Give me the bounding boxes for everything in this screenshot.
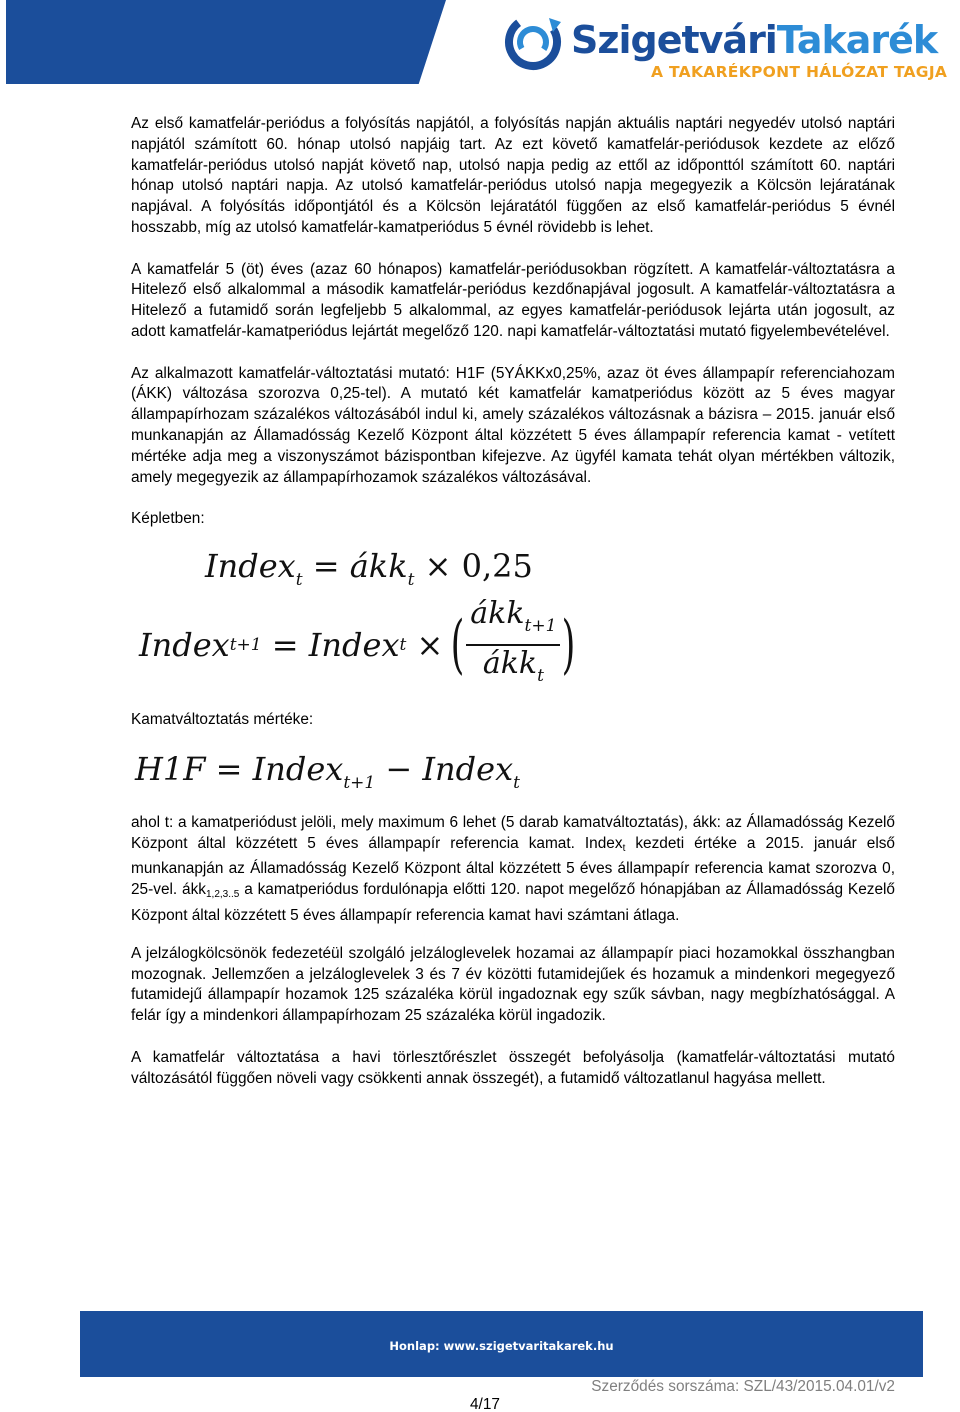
change-label: Kamatváltoztatás mértéke: [131,710,314,728]
header-blue-band [6,0,476,84]
contract-number: Szerződés sorszáma: SZL/43/2015.04.01/v2 [591,1378,895,1395]
paragraph-period-definition: Az első kamatfelár-periódus a folyósítás napjától, a folyósítás napján aktuális naptári negyedév utolsó naptári napjától számított 60. hónap utolsó napjáig tart. Az ezt követő kamatfelár-periódusok kezdete az előző kamatfelár-periódus utolsó napját követő nap, utolsó napja pedig az ettől az időponttól számított 60. naptári hónap utolsó naptári napja. Az utolsó kamatfelár-periódus utolsó napja megegyezik a Kölcsön lejáratának napjával. A folyósítás időpontjától és a Kölcsön lejáratától függően az első kamatfelár-periódus 5 évnél hosszabb, míg az utolsó kamatfelár-kamatperiódus 5 évnél rövidebb is lehet. [131,115,895,236]
formula-index-next: Index t+1 = Index t × ( $\frac{ákk_{t+1}}{ákk_t}$ ) [139,602,895,688]
brand-tagline: A TAKARÉKPONT HÁLÓZAT TAGJA [651,63,948,81]
formula-index: Index$_t$ = ákk$_t$ × 0,25 [205,546,533,590]
paragraph-installment-effect: A kamatfelár változtatása a havi törlesztőrészlet összegét befolyásolja (kamatfelár-változtatási mutató változásától függően növeli vagy csökkenti annak összegét), a futamidő változatlanul hagyása mellett. [131,1048,895,1087]
document-body [131,114,895,1110]
page-header [6,0,954,84]
paragraph-mortgage-bonds: A jelzálogkölcsönök fedezetéül szolgáló jelzáloglevelek hozamai az állampapír piaci hozamokkal összhangban mozognak. Jellemzően a jelzáloglevelek 3 és 7 év közötti futamidejűek és hozamuk a mindenkori megegyező futamidejű állampapír hozamok 125 százaléka körül ingadoznak egy szűk sávban, nagy megbízhatósággal. A felár így a mindenkori állampapírhozam 25 százaléka körül ingadozik. [131,944,895,1025]
formula-label: Képletben: [131,510,205,528]
paragraph-definitions: ahol t: a kamatperiódust jelöli, mely maximum 6 lehet (5 darab kamatváltoztatás), ákk: az Államadósság Kezelő Központ által közzétett 5 éves állampapír referencia kamat. Index$_t$ kezdeti értéke a 2015. január első munkanapján az Államadósság Kezelő Központ által közzétett 5 éves állampapír referencia kamat szorozva 0, 25-vel. ákk$_{1,2,3..5}$ a kamatperiódus fordulónapja előtti 120. napot megelőző hónapjában az Államadósság Kezelő Központ által közzétett 5 éves állampapír referencia kamat havi számtani átlaga. [131,813,895,924]
paragraph-change-indicator: Az alkalmazott kamatfelár-változtatási mutató: H1F (5YÁKKx0,25%, azaz öt éves állampapír referenciahozam (ÁKK) változása szorozva 0,25-tel). A mutató két kamatfelár kamatperiódus között az 5 éves magyar állampapírhozam százalékos változásából indul ki, amely százalékos változásnak a bázisra – 2015. január első munkanapján az Államadósság Kezelő Központ által közzétett 5 éves állampapír referencia kamat - vetített mértéke adja meg a viszonyszámot bázispontban kifejezve. Az ügyfél kamata tehát olyan mértékben változik, amely megegyezik az állampapírhozamok százalékos változásával. [131,364,895,486]
footer-website: Honlap: www.szigetvaritakarek.hu [389,1339,614,1353]
page-number: 4/17 [470,1396,500,1412]
footer-band [80,1311,923,1377]
arrow-ring-logo-icon [503,12,563,72]
brand-name: SzigetváriTakarék [571,18,938,62]
formula-h1f: H1F = Index$_{t+1}$ − Index$_t$ [135,749,520,793]
formula-fraction: $\frac{ákk_{t+1}}{ákk_t}$ [466,596,560,694]
paragraph-fixed-spread: A kamatfelár 5 (öt) éves (azaz 60 hónapos) kamatfelár-periódusokban rögzített. A kamatfelár-változtatásra a Hitelező első alkalommal a második kamatfelár-periódus kezdőnapjával jogosult. A kamatfelár-változtatásra a Hitelező a futamidő során legfeljebb 5 alkalommal, az egyes kamatfelár-periódusok lejárta után jogosult, az adott kamatfelár-kamatperiódus lejártát megelőző 120. napi kamatfelár-változtatási mutató figyelembevételével. [131,260,895,340]
